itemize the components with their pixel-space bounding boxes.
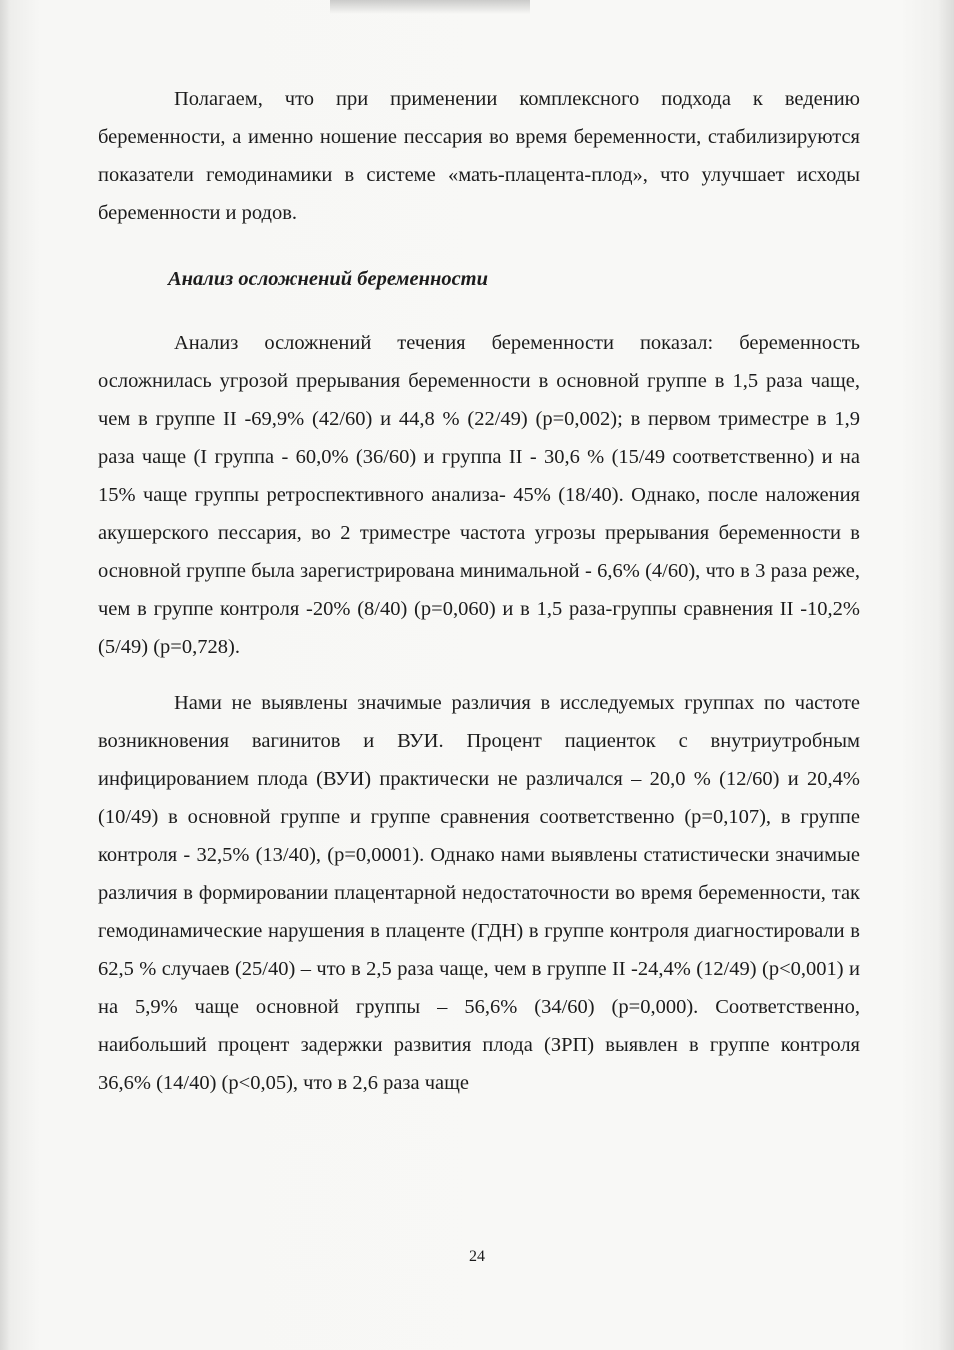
scan-top-shadow: [330, 0, 530, 14]
paragraph-conclusion: Полагаем, что при применении комплексного подхода к ведению беременности, а именно ношение пессария во время беременности, стабилизируются показатели гемодинамики в системе «мать-плацента-плод», что улучшает исходы беременности и родов.: [98, 88, 860, 224]
document-body: [98, 80, 860, 1102]
scan-edge-left: [0, 0, 10, 1350]
paragraph-complications: Анализ осложнений течения беременности показал: беременность осложнилась угрозой прерывания беременности в основной группе в 1,5 раза чаще, чем в группе II -69,9% (42/60) и 44,8 % (22/49) (p=0,002); в первом триместре в 1,9 раза чаще (I группа - 60,0% (36/60) и группа II - 30,6 % (15/49 соответственно) и на 15% чаще группы ретроспективного анализа- 45% (18/40). Однако, после наложения акушерского пессария, во 2 триместре частота угрозы прерывания беременности в основной группе была зарегистрирована минимальной - 6,6% (4/60), что в 3 раза реже, чем в группе контроля -20% (8/40) (p=0,060) и в 1,5 раза-группы сравнения II -10,2% (5/49) (p=0,728).: [98, 332, 860, 658]
paragraph-infections: Нами не выявлены значимые различия в исследуемых группах по частоте возникновения вагинитов и ВУИ. Процент пациенток с внутриутробным инфицированием плода (ВУИ) практически не различался – 20,0 % (12/60) и 20,4% (10/49) в основной группе и группе сравнения соответственно (p=0,107), в группе контроля - 32,5% (13/40), (p=0,0001). Однако нами выявлены статистически значимые различия в формировании плацентарной недостаточности во время беременности, так гемодинамические нарушения в плаценте (ГДН) в группе контроля диагностировали в 62,5 % случаев (25/40) – что в 2,5 раза чаще, чем в группе II -24,4% (12/49) (p<0,001) и на 5,9% чаще основной группы – 56,6% (34/60) (p=0,000). Соответственно, наибольший процент задержки развития плода (ЗРП) выявлен в группе контроля 36,6% (14/40) (p<0,05), что в 2,6 раза чаще: [98, 692, 860, 1094]
section-heading: Анализ осложнений беременности: [168, 268, 489, 290]
page-number: 24: [469, 1248, 485, 1265]
scan-edge-right: [938, 0, 954, 1350]
